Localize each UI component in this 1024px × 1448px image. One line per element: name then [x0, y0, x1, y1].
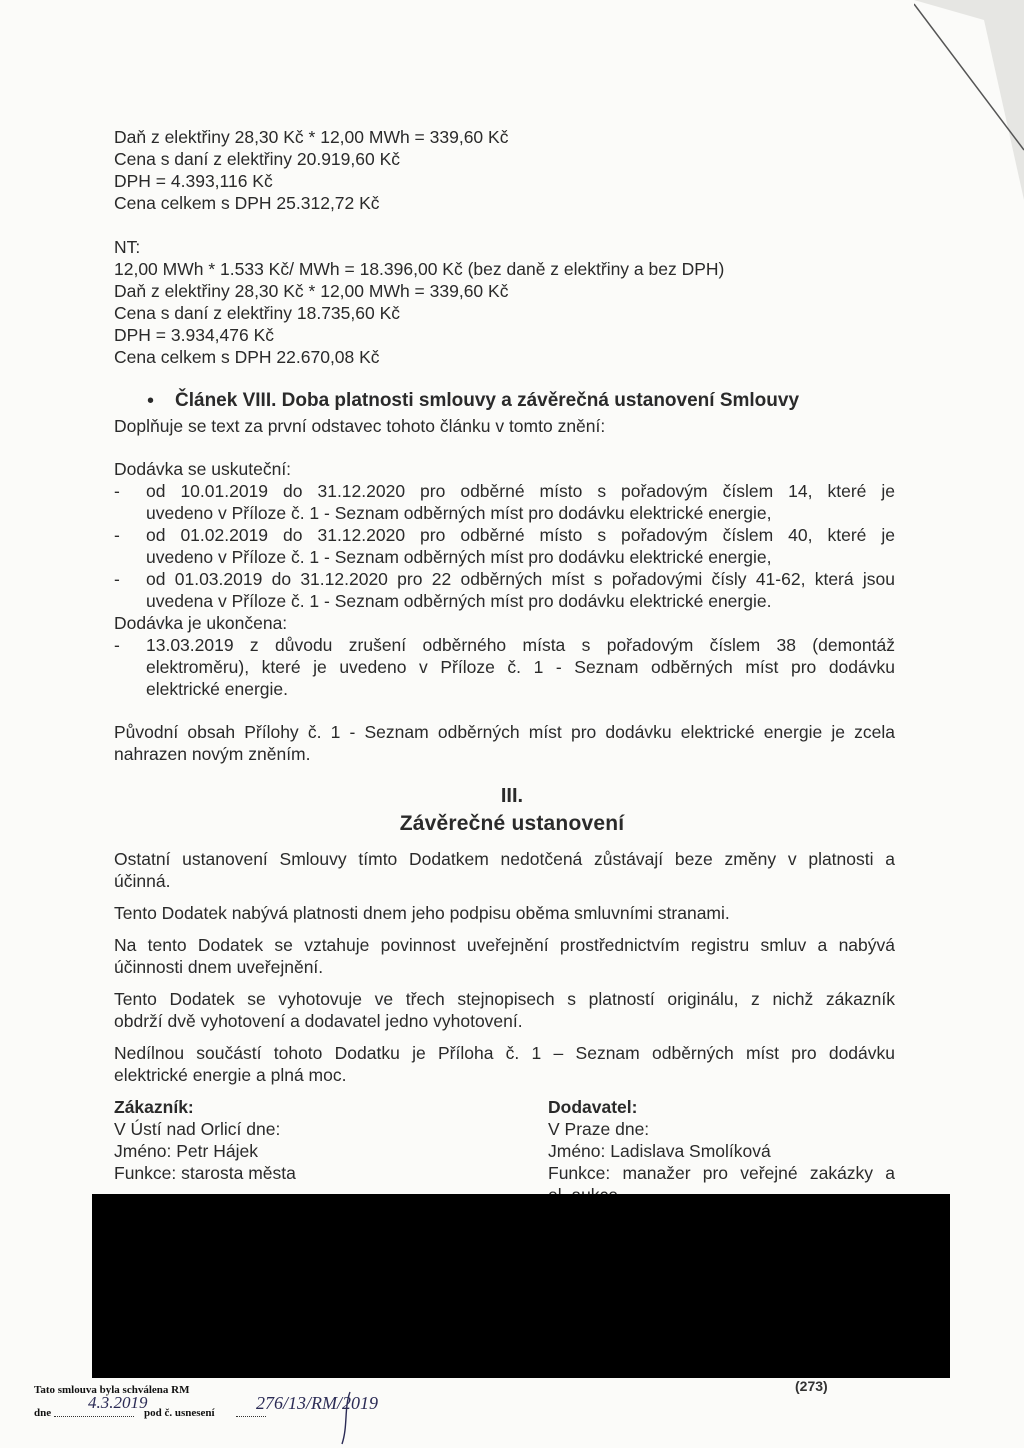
- article-heading: Článek VIII. Doba platnosti smlouvy a závěrečná ustanovení Smlouvy: [175, 390, 800, 411]
- item1-line1: od 10.01.2019 do 31.12.2020 pro odběrné místo s pořadovým číslem 14, které je: [146, 481, 895, 501]
- section-title: Závěrečné ustanovení: [399, 812, 625, 835]
- item4-line2: elektroměru), které je uvedeno v Příloze č. 1 - Seznam odběrných míst pro dodávku: [146, 657, 895, 677]
- item4-line1: 13.03.2019 z důvodu zrušení odběrného místa s pořadovým číslem 38 (demontáž: [146, 635, 895, 655]
- vt-price-with-tax: Cena s daní z elektřiny 20.919,60 Kč: [114, 149, 401, 169]
- item2-line1: od 01.02.2019 do 31.12.2020 pro odběrné místo s pořadovým číslem 40, které je: [146, 525, 895, 545]
- article-bullet: •: [147, 390, 155, 412]
- closing-p4-line2: obdrží dvě vyhotovení a dodavatel jedno vyhotovení.: [114, 1011, 523, 1031]
- approval-stamp-line1: Tato smlouva byla schválena RM: [34, 1384, 190, 1396]
- item2-line2: uvedeno v Příloze č. 1 - Seznam odběrných míst pro dodávku elektrické energie,: [146, 547, 772, 567]
- approval-stamp-mid: pod č. usnesení: [144, 1407, 215, 1419]
- redaction-block: [92, 1194, 950, 1378]
- closing-p4-line1: Tento Dodatek se vyhotovuje ve třech stejnopisech s platností originálu, z nichž zákazník: [114, 989, 895, 1009]
- nt-base: 12,00 MWh * 1.533 Kč/ MWh = 18.396,00 Kč (bez daně z elektřiny a bez DPH): [114, 259, 725, 279]
- customer-name: Jméno: Petr Hájek: [114, 1141, 258, 1161]
- nt-tax-line: Daň z elektřiny 28,30 Kč * 12,00 MWh = 339,60 Kč: [114, 281, 509, 301]
- page-number: (273): [795, 1378, 828, 1394]
- item3-line2: uvedena v Příloze č. 1 - Seznam odběrných míst pro dodávku elektrické energie.: [146, 591, 772, 611]
- item4-line3: elektrické energie.: [146, 679, 289, 699]
- nt-total: Cena celkem s DPH 22.670,08 Kč: [114, 347, 380, 367]
- customer-place: V Ústí nad Orlicí dne:: [114, 1119, 281, 1139]
- handwritten-date: 4.3.2019: [88, 1393, 148, 1412]
- item1-line2: uvedeno v Příloze č. 1 - Seznam odběrných míst pro dodávku elektrické energie,: [146, 503, 772, 523]
- supplier-place: V Praze dne:: [548, 1119, 650, 1139]
- vt-vat: DPH = 4.393,116 Kč: [114, 171, 273, 191]
- closing-p2: Tento Dodatek nabývá platnosti dnem jeho podpisu oběma smluvními stranami.: [114, 903, 730, 923]
- closing-p3-line1: Na tento Dodatek se vztahuje povinnost uveřejnění prostřednictvím registru smluv a nabývá: [114, 935, 895, 955]
- closing-p5-line2: elektrické energie a plná moc.: [114, 1065, 347, 1085]
- article-intro: Doplňuje se text za první odstavec tohoto článku v tomto znění:: [114, 416, 606, 436]
- nt-vat: DPH = 3.934,476 Kč: [114, 325, 275, 345]
- list-dash: -: [114, 635, 120, 655]
- resolution-dotted-line: [236, 1416, 266, 1417]
- handwriting-stroke: [330, 1388, 380, 1448]
- ended-label: Dodávka je ukončena:: [114, 613, 288, 633]
- approval-stamp-prefix: dne: [34, 1407, 52, 1419]
- closing-p3-line2: účinnosti dnem uveřejnění.: [114, 957, 324, 977]
- customer-role: Funkce: starosta města: [114, 1163, 296, 1183]
- replacement-line1: Původní obsah Přílohy č. 1 - Seznam odběrných míst pro dodávku elektrické energie je zcela: [114, 722, 895, 742]
- vt-total: Cena celkem s DPH 25.312,72 Kč: [114, 193, 380, 213]
- list-dash: -: [114, 525, 120, 545]
- delivery-label: Dodávka se uskuteční:: [114, 459, 292, 479]
- date-dotted-line: [54, 1416, 134, 1417]
- vt-tax-line: Daň z elektřiny 28,30 Kč * 12,00 MWh = 339,60 Kč: [114, 127, 509, 147]
- replacement-line2: nahrazen novým zněním.: [114, 744, 311, 764]
- closing-p1-line2: účinná.: [114, 871, 171, 891]
- supplier-role-line1: Funkce: manažer pro veřejné zakázky a: [548, 1163, 895, 1183]
- supplier-name: Jméno: Ladislava Smolíková: [548, 1141, 771, 1161]
- supplier-label: Dodavatel:: [548, 1097, 638, 1117]
- nt-price-with-tax: Cena s daní z elektřiny 18.735,60 Kč: [114, 303, 401, 323]
- list-dash: -: [114, 481, 120, 501]
- nt-label: NT:: [114, 237, 141, 257]
- page-corner-shadow: [914, 0, 1024, 200]
- customer-label: Zákazník:: [114, 1097, 194, 1117]
- section-roman-numeral: III.: [500, 785, 524, 807]
- list-dash: -: [114, 569, 120, 589]
- item3-line1: od 01.03.2019 do 31.12.2020 pro 22 odběrných míst s pořadovými čísly 41-62, která jsou: [146, 569, 895, 589]
- closing-p1-line1: Ostatní ustanovení Smlouvy tímto Dodatkem nedotčená zůstávají beze změny v platnosti a: [114, 849, 895, 869]
- handwritten-resolution: 276/13/RM/2019: [256, 1393, 378, 1413]
- closing-p5-line1: Nedílnou součástí tohoto Dodatku je Příloha č. 1 – Seznam odběrných míst pro dodávku: [114, 1043, 895, 1063]
